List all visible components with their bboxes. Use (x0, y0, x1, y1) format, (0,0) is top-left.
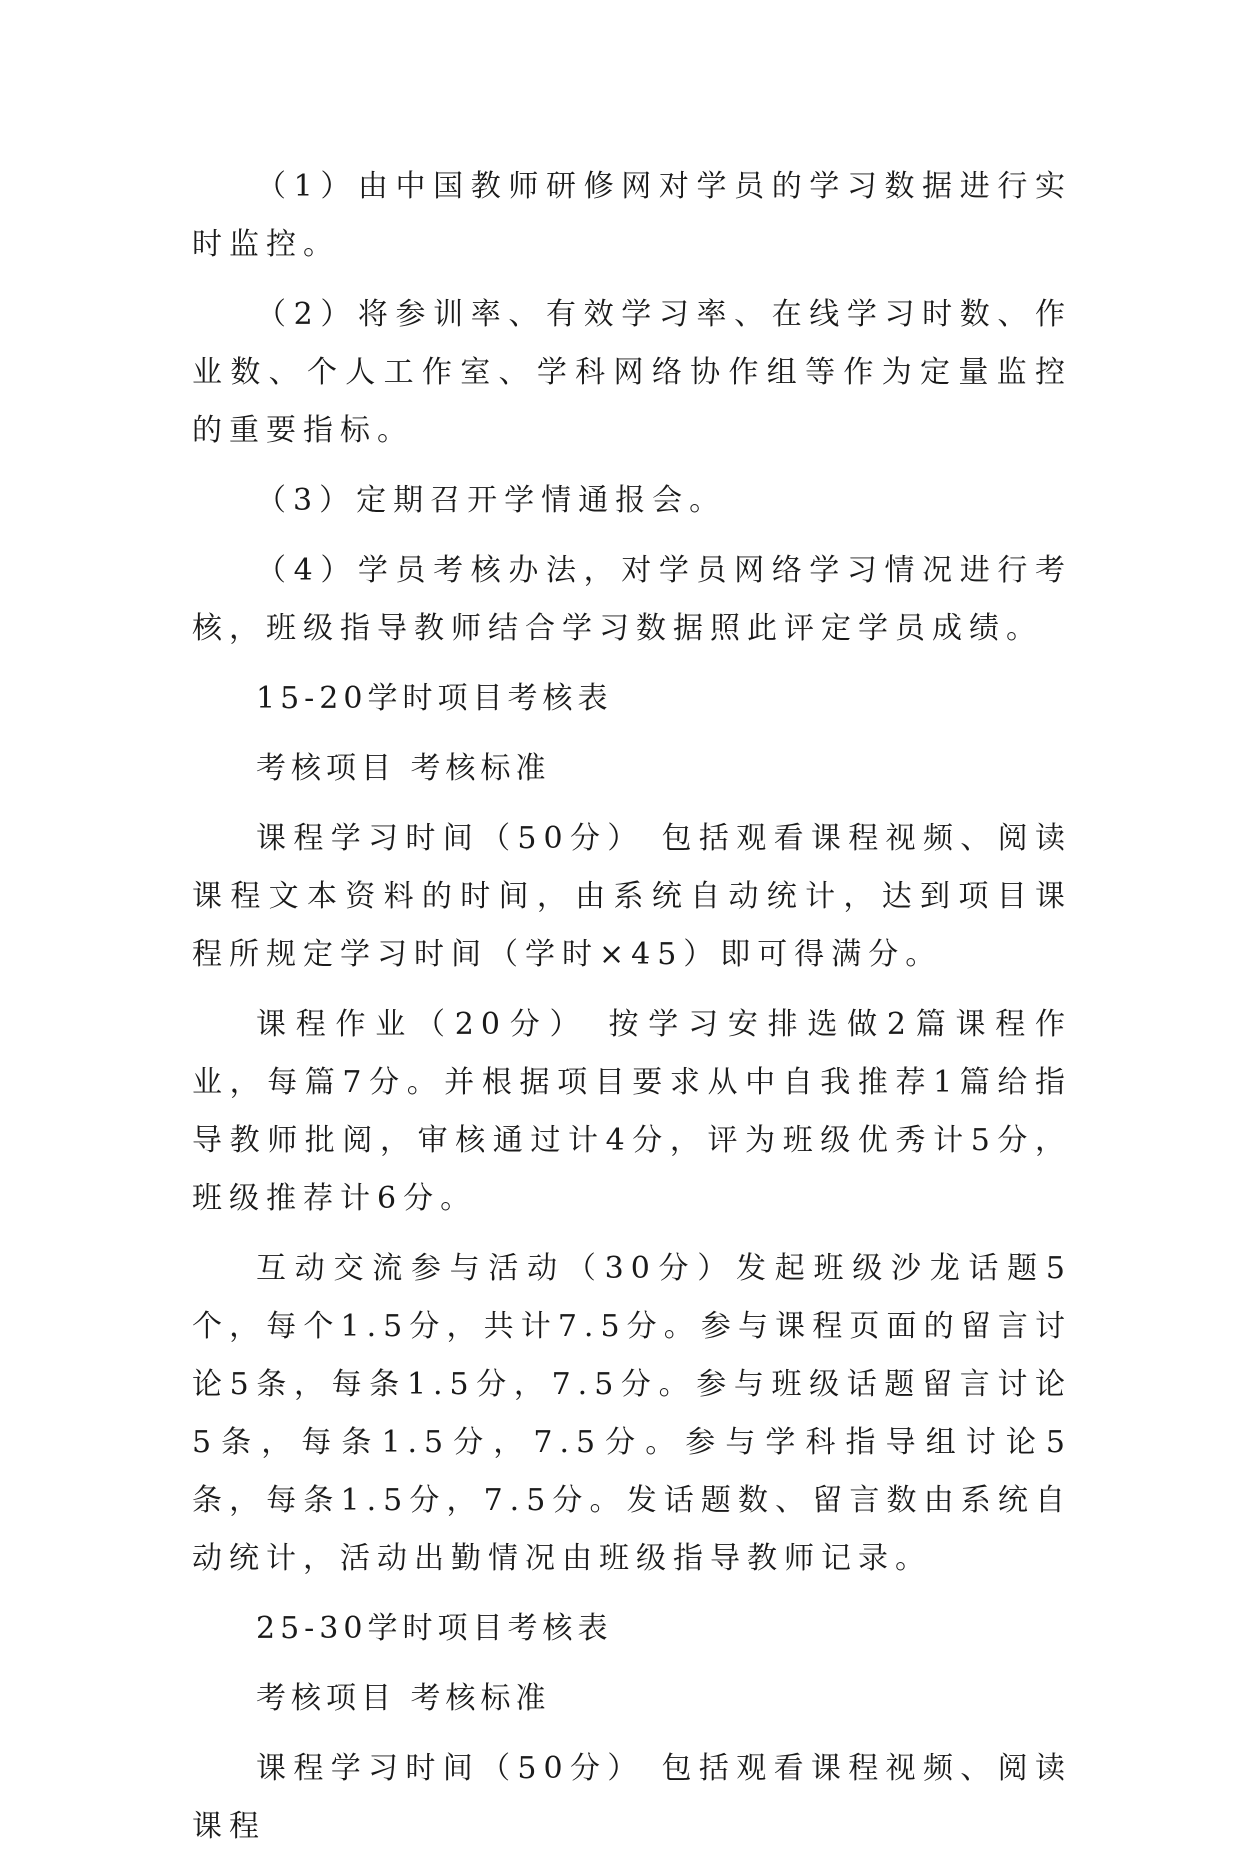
paragraph-monitoring-2: （2）将参训率、有效学习率、在线学习时数、作业数、个人工作室、学科网络协作组等作为定量监控的重要指标。 (192, 297, 1072, 448)
table-title-15-20: 15-20学时项目考核表 (256, 681, 613, 716)
criterion-interaction: 互动交流参与活动（30分）发起班级沙龙话题5个，每个1.5分，共计7.5分。参与课程页面的留言讨论5条，每条1.5分，7.5分。参与班级话题留言讨论5条，每条1.5分，7.5分。参与学科指导组讨论5条，每条1.5分，7.5分。发话题数、留言数由系统自动统计，活动出勤情况由班级指导教师记录。 (192, 1251, 1072, 1576)
criterion-study-time: 课程学习时间（50分） 包括观看课程视频、阅读课程文本资料的时间，由系统自动统计，达到项目课程所规定学习时间（学时×45）即可得满分。 (192, 821, 1072, 972)
paragraph-monitoring-3: （3）定期召开学情通报会。 (256, 483, 727, 518)
table-title-25-30: 25-30学时项目考核表 (256, 1611, 613, 1646)
document-page (192, 158, 1072, 1868)
criterion-study-time-2: 课程学习时间（50分） 包括观看课程视频、阅读课程 (192, 1751, 1072, 1844)
paragraph-monitoring-4: （4）学员考核办法，对学员网络学习情况进行考核，班级指导教师结合学习数据照此评定学员成绩。 (192, 553, 1072, 646)
paragraph-monitoring-1: （1）由中国教师研修网对学员的学习数据进行实时监控。 (192, 169, 1072, 262)
criterion-homework: 课程作业（20分） 按学习安排选做2篇课程作业，每篇7分。并根据项目要求从中自我推荐1篇给指导教师批阅，审核通过计4分，评为班级优秀计5分，班级推荐计6分。 (192, 1007, 1072, 1216)
table-header-15-20: 考核项目 考核标准 (256, 751, 551, 786)
table-header-25-30: 考核项目 考核标准 (256, 1681, 551, 1716)
